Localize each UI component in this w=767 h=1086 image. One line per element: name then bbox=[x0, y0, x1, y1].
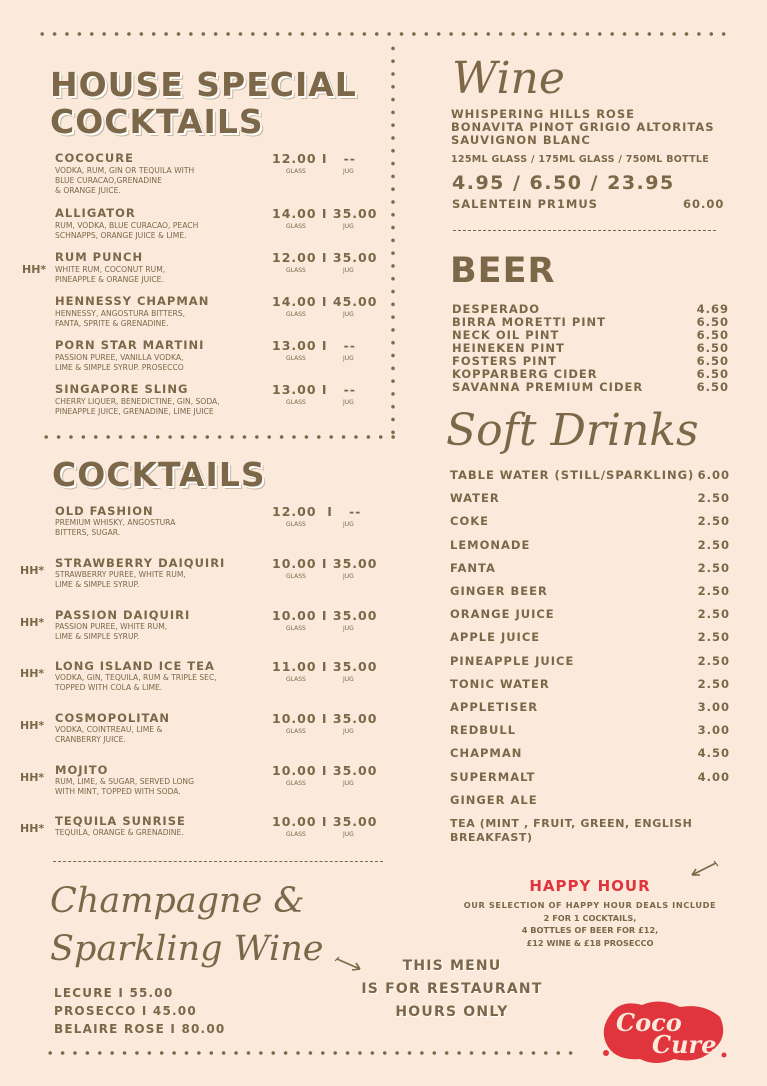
soft-drink-name: TONIC WATER bbox=[450, 676, 550, 691]
cocktails-divider bbox=[53, 861, 383, 862]
glass-label: GLASS bbox=[286, 355, 306, 362]
soft-drink-name: WATER bbox=[450, 491, 500, 506]
beer-price: 6.50 bbox=[696, 354, 729, 368]
notice-line: HOURS ONLY bbox=[395, 1004, 509, 1020]
glass-label: GLASS bbox=[286, 573, 306, 580]
soft-drink-item bbox=[450, 654, 730, 668]
soft-drink-item bbox=[450, 607, 730, 621]
item-name: SINGAPORE SLING bbox=[55, 382, 189, 396]
beer-price: 6.50 bbox=[696, 367, 729, 381]
happy-hour-marker: HH* bbox=[22, 263, 47, 276]
jug-label: JUG bbox=[343, 311, 354, 318]
soft-drink-name: GINGER BEER bbox=[450, 584, 548, 598]
wine-special-price: 60.00 bbox=[683, 197, 725, 211]
house-special-title bbox=[50, 66, 357, 140]
wine-divider bbox=[453, 230, 716, 231]
description-line: PASSION PUREE, WHITE RUM, bbox=[55, 622, 168, 631]
soft-drink-item bbox=[450, 491, 730, 505]
soft-drink-item bbox=[450, 746, 730, 760]
jug-label: JUG bbox=[343, 168, 354, 175]
soft-drink-price: 2.50 bbox=[697, 584, 730, 598]
jug-label: JUG bbox=[343, 355, 354, 362]
soft-drink-name: TABLE WATER (STILL/SPARKLING) bbox=[450, 468, 695, 482]
wine-title: Wine bbox=[452, 53, 565, 104]
description-line: WHITE RUM, COCONUT RUM, bbox=[55, 265, 166, 274]
beer-name: BIRRA MORETTI PINT bbox=[452, 315, 607, 329]
item-price: 10.00 I 35.00 bbox=[272, 711, 378, 726]
wine-special-name: SALENTEIN PR1MUS bbox=[452, 197, 598, 211]
item-description bbox=[55, 673, 217, 693]
happy-hour-marker: HH* bbox=[20, 564, 45, 577]
item-description bbox=[55, 397, 220, 417]
item-price: 14.00 I 35.00 bbox=[272, 206, 378, 221]
soft-drink-name: SUPERMALT bbox=[450, 769, 536, 784]
svg-text:Coco: Coco bbox=[616, 1008, 682, 1037]
description-line: & ORANGE JUICE. bbox=[55, 186, 121, 195]
champagne-list bbox=[54, 984, 225, 1038]
soft-drink-price: 2.50 bbox=[697, 560, 730, 575]
top-dotted-border bbox=[36, 31, 732, 37]
wine-name: BONAVITA PINOT GRIGIO ALTORITAS bbox=[451, 120, 715, 134]
description-line: CRANBERRY JUICE. bbox=[55, 735, 126, 744]
description-line: VODKA, RUM, GIN OR TEQUILA WITH bbox=[55, 166, 195, 175]
happy-hour-marker: HH* bbox=[20, 616, 45, 629]
soft-drink-item bbox=[450, 584, 730, 598]
beer-name: SAVANNA PREMIUM CIDER bbox=[452, 380, 644, 394]
glass-label: GLASS bbox=[286, 676, 306, 683]
description-line: RUM, VODKA, BLUE CURACAO, PEACH bbox=[55, 221, 199, 230]
wine-name: WHISPERING HILLS ROSE bbox=[451, 107, 635, 121]
description-line: SCHNAPPS, ORANGE JUICE & LIME. bbox=[55, 231, 187, 240]
soft-drink-name: REDBULL bbox=[450, 723, 517, 738]
soft-drinks-title: Soft Drinks bbox=[446, 405, 699, 456]
notice-line: THIS MENU bbox=[402, 958, 502, 974]
center-dotted-divider bbox=[390, 42, 396, 440]
soft-drink-price: 2.50 bbox=[697, 607, 730, 622]
beer-name: NECK OIL PINT bbox=[452, 328, 560, 342]
happy-hour-title: HAPPY HOUR bbox=[529, 877, 651, 895]
item-description bbox=[55, 828, 184, 838]
glass-label: GLASS bbox=[286, 168, 306, 175]
soft-drink-item bbox=[450, 700, 730, 714]
happy-hour-line: 4 BOTTLES OF BEER FOR £12, bbox=[521, 925, 659, 935]
item-name: LONG ISLAND ICE TEA bbox=[55, 659, 215, 673]
soft-drink-price: 2.50 bbox=[697, 676, 730, 691]
svg-text:Cure: Cure bbox=[652, 1030, 717, 1059]
item-name: HENNESSY CHAPMAN bbox=[55, 294, 210, 308]
item-name: TEQUILA SUNRISE bbox=[55, 814, 186, 828]
jug-label: JUG bbox=[343, 625, 354, 632]
soft-drink-price: 2.50 bbox=[697, 630, 730, 645]
description-line: LIME & SIMPLE SYRUP. bbox=[55, 632, 140, 641]
coco-cure-logo bbox=[600, 995, 730, 1070]
soft-drink-item bbox=[450, 677, 730, 691]
jug-label: JUG bbox=[343, 728, 354, 735]
champagne-item: BELAIRE ROSE I 80.00 bbox=[54, 1022, 226, 1036]
item-description bbox=[55, 725, 162, 745]
wine-name: SAUVIGNON BLANC bbox=[451, 133, 591, 147]
soft-drink-item bbox=[450, 770, 730, 784]
house-special-bottom-dots bbox=[40, 434, 396, 440]
soft-drink-price: 3.00 bbox=[697, 700, 730, 714]
champagne-item: LECURE I 55.00 bbox=[54, 986, 174, 1000]
item-description bbox=[55, 777, 194, 797]
soft-drink-item bbox=[450, 561, 730, 575]
jug-label: JUG bbox=[343, 223, 354, 230]
item-description bbox=[55, 309, 185, 329]
soft-drink-price: 4.00 bbox=[697, 769, 730, 784]
description-line: TEQUILA, ORANGE & GRENADINE. bbox=[55, 828, 184, 837]
happy-hour-details bbox=[440, 899, 740, 949]
happy-hour-line: 2 FOR 1 COCKTAILS, bbox=[543, 912, 637, 923]
description-line: TOPPED WITH COLA & LIME. bbox=[55, 683, 163, 692]
description-line: PASSION PUREE, VANILLA VODKA, bbox=[55, 353, 184, 362]
description-line: WITH MINT, TOPPED WITH SODA. bbox=[55, 787, 181, 796]
item-name: ALLIGATOR bbox=[55, 206, 136, 220]
item-description bbox=[55, 166, 194, 196]
soft-drink-name: ORANGE JUICE bbox=[450, 607, 555, 622]
happy-hour-line: OUR SELECTION OF HAPPY HOUR DEALS INCLUDE bbox=[463, 900, 717, 910]
item-name: PASSION DAIQUIRI bbox=[55, 608, 191, 622]
item-description bbox=[55, 353, 184, 373]
soft-drink-name: COKE bbox=[450, 514, 489, 529]
item-price: 12.00 I 35.00 bbox=[272, 250, 378, 265]
jug-label: JUG bbox=[343, 521, 354, 528]
soft-drink-name: LEMONADE bbox=[450, 537, 531, 552]
beer-price: 6.50 bbox=[696, 380, 729, 394]
cocktails-title: COCKTAILS bbox=[52, 455, 266, 494]
bottom-dotted-border bbox=[44, 1050, 579, 1056]
jug-label: JUG bbox=[343, 267, 354, 274]
soft-drink-item bbox=[450, 514, 730, 528]
item-price: 10.00 I 35.00 bbox=[272, 608, 378, 623]
soft-drink-price: 2.50 bbox=[697, 514, 730, 529]
description-line: PREMIUM WHISKY, ANGOSTURA bbox=[55, 518, 176, 527]
item-price: 10.00 I 35.00 bbox=[272, 556, 378, 571]
soft-drink-price: 3.00 bbox=[697, 723, 730, 738]
champagne-item: PROSECCO I 45.00 bbox=[54, 1004, 197, 1018]
soft-drink-item bbox=[450, 468, 730, 482]
glass-label: GLASS bbox=[286, 728, 306, 735]
happy-hour-marker: HH* bbox=[20, 719, 45, 732]
soft-drink-name: CHAPMAN bbox=[450, 746, 523, 761]
soft-drink-item bbox=[450, 538, 730, 552]
item-name: MOJITO bbox=[55, 763, 109, 777]
wine-sizes: 125ML GLASS / 175ML GLASS / 750ML BOTTLE bbox=[451, 154, 710, 165]
jug-label: JUG bbox=[343, 399, 354, 406]
happy-hour-line: £12 WINE & £18 PROSECCO bbox=[526, 937, 654, 948]
item-name: OLD FASHION bbox=[55, 504, 154, 518]
happy-hour-marker: HH* bbox=[20, 667, 45, 680]
soft-drink-item bbox=[450, 630, 730, 644]
beer-name: FOSTERS PINT bbox=[452, 354, 557, 368]
soft-drink-name: APPLETISER bbox=[450, 700, 539, 714]
logo-splash-icon bbox=[600, 995, 730, 1070]
beer-name: DESPERADO bbox=[452, 302, 541, 316]
soft-drink-price: 6.00 bbox=[697, 468, 730, 482]
description-line: PINEAPPLE JUICE, GRENADINE, LIME JUICE bbox=[55, 407, 214, 416]
description-line: VODKA, GIN, TEQUILA, RUM & TRIPLE SEC, bbox=[55, 673, 217, 682]
champagne-title-line1: Champagne & bbox=[50, 881, 305, 921]
glass-label: GLASS bbox=[286, 267, 306, 274]
description-line: STRAWBERRY PUREE, WHITE RUM, bbox=[55, 570, 186, 579]
soft-drink-name: FANTA bbox=[450, 560, 496, 575]
item-name: COCOCURE bbox=[55, 151, 134, 165]
glass-label: GLASS bbox=[286, 311, 306, 318]
item-price: 10.00 I 35.00 bbox=[272, 763, 378, 778]
soft-drink-price: 2.50 bbox=[697, 653, 730, 668]
champagne-title bbox=[50, 877, 323, 973]
description-line: FANTA, SPRITE & GRENADINE. bbox=[55, 319, 169, 328]
description-line: PINEAPPLE & ORANGE JUICE. bbox=[55, 275, 164, 284]
description-line: LIME & SIMPLE SYRUP. PROSECCO bbox=[55, 363, 184, 372]
house-special-title-line1: HOUSE SPECIAL bbox=[50, 65, 357, 104]
item-name: RUM PUNCH bbox=[55, 250, 144, 264]
house-special-title-line2: COCKTAILS bbox=[50, 102, 264, 141]
beer-price: 6.50 bbox=[696, 328, 729, 342]
item-price: 12.00 I -- bbox=[272, 504, 362, 519]
item-description bbox=[55, 518, 175, 538]
beer-name: KOPPARBERG CIDER bbox=[452, 367, 598, 381]
beer-price: 6.50 bbox=[696, 315, 729, 329]
item-price: 14.00 I 45.00 bbox=[272, 294, 378, 309]
item-price: 12.00 I -- bbox=[272, 151, 356, 166]
item-name: COSMOPOLITAN bbox=[55, 711, 171, 725]
soft-drink-name: APPLE JUICE bbox=[450, 630, 541, 645]
item-name: STRAWBERRY DAIQUIRI bbox=[55, 556, 226, 570]
item-price: 11.00 I 35.00 bbox=[272, 659, 378, 674]
beer-title: BEER bbox=[450, 251, 556, 291]
wine-prices: 4.95 / 6.50 / 23.95 bbox=[452, 172, 675, 194]
item-description bbox=[55, 265, 165, 285]
notice-line: IS FOR RESTAURANT bbox=[361, 981, 543, 997]
soft-drink-name: GINGER ALE bbox=[450, 792, 538, 807]
champagne-title-line2: Sparkling Wine bbox=[50, 929, 324, 969]
item-description bbox=[55, 570, 186, 590]
description-line: LIME & SIMPLE SYRUP. bbox=[55, 580, 140, 589]
beer-price: 6.50 bbox=[696, 341, 729, 355]
description-line: VODKA, COINTREAU, LIME & bbox=[55, 725, 163, 734]
soft-drink-price: 2.50 bbox=[697, 491, 730, 506]
jug-label: JUG bbox=[343, 831, 354, 838]
happy-hour-marker: HH* bbox=[20, 771, 45, 784]
item-name: PORN STAR MARTINI bbox=[55, 338, 205, 352]
item-price: 13.00 I -- bbox=[272, 338, 356, 353]
wine-names bbox=[451, 108, 715, 147]
glass-label: GLASS bbox=[286, 780, 306, 787]
glass-label: GLASS bbox=[286, 521, 306, 528]
jug-label: JUG bbox=[343, 676, 354, 683]
happy-hour-marker: HH* bbox=[20, 822, 45, 835]
soft-drink-name: TEA (MINT , FRUIT, GREEN, ENGLISH BREAKFAST) bbox=[450, 817, 693, 844]
soft-drink-price: 2.50 bbox=[697, 537, 730, 552]
item-price: 10.00 I 35.00 bbox=[272, 814, 378, 829]
soft-drink-item bbox=[450, 816, 730, 844]
item-description bbox=[55, 221, 198, 241]
soft-drink-price: 4.50 bbox=[697, 746, 730, 761]
jug-label: JUG bbox=[343, 780, 354, 787]
beer-item bbox=[452, 381, 729, 394]
notice-text bbox=[352, 955, 552, 1024]
glass-label: GLASS bbox=[286, 831, 306, 838]
item-description bbox=[55, 622, 167, 642]
soft-drink-item bbox=[450, 723, 730, 737]
glass-label: GLASS bbox=[286, 399, 306, 406]
glass-label: GLASS bbox=[286, 223, 306, 230]
description-line: BITTERS, SUGAR. bbox=[55, 528, 121, 537]
description-line: CHERRY LIQUER, BENEDICTINE, GIN, SODA, bbox=[55, 397, 220, 406]
beer-price: 4.69 bbox=[696, 302, 729, 316]
soft-drink-item bbox=[450, 793, 730, 807]
beer-name: HEINEKEN PINT bbox=[452, 341, 565, 355]
glass-label: GLASS bbox=[286, 625, 306, 632]
item-price: 13.00 I -- bbox=[272, 382, 356, 397]
description-line: BLUE CURACAO,GRENADINE bbox=[55, 176, 162, 185]
description-line: RUM, LIME, & SUGAR, SERVED LONG bbox=[55, 777, 194, 786]
description-line: HENNESSY, ANGOSTURA BITTERS, bbox=[55, 309, 186, 318]
jug-label: JUG bbox=[343, 573, 354, 580]
soft-drink-name: PINEAPPLE JUICE bbox=[450, 653, 575, 668]
